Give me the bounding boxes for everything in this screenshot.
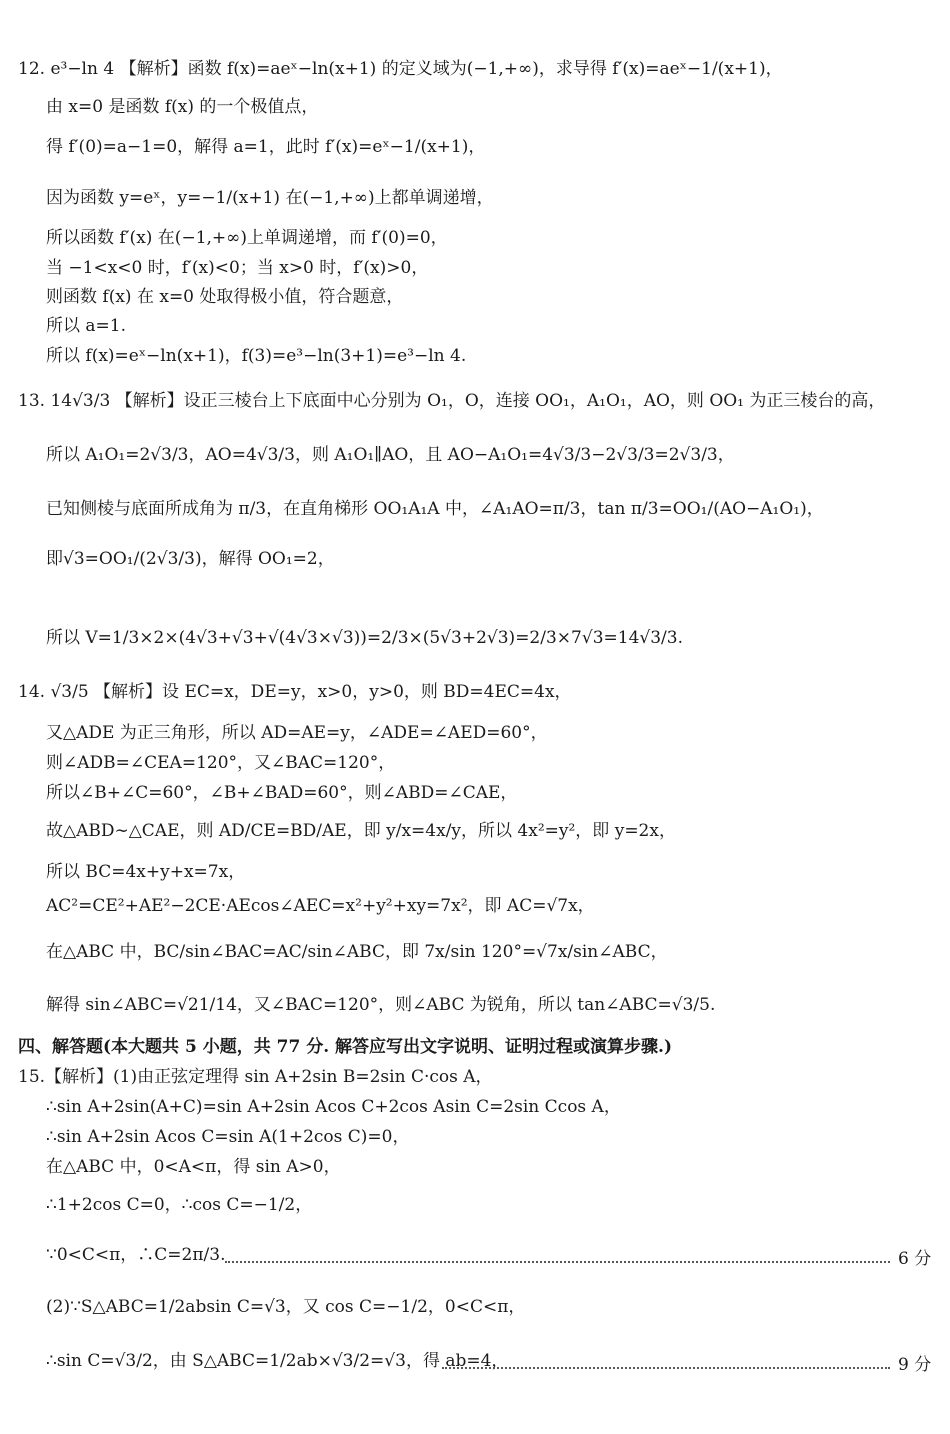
q14-line-1: 又△ADE 为正三角形，所以 AD=AE=y，∠ADE=∠AED=60°， xyxy=(46,723,548,743)
leader-dots xyxy=(442,1367,890,1369)
q12-line-2: 得 f′(0)=a−1=0，解得 a=1，此时 f′(x)=eˣ−1/(x+1)， xyxy=(46,137,486,157)
q12-line-5: 当 −1<x<0 时，f′(x)<0；当 x>0 时，f′(x)>0， xyxy=(46,258,429,278)
q12-line-7: 所以 a=1. xyxy=(46,316,127,336)
q12-line-8: 所以 f(x)=eˣ−ln(x+1)，f(3)=e³−ln(3+1)=e³−ln 4. xyxy=(46,346,467,366)
q14-line-8: 解得 sin∠ABC=√21/14，又∠BAC=120°，则∠ABC 为锐角，所以 tan∠ABC=√3/5. xyxy=(46,995,716,1015)
q14-line-7: 在△ABC 中，BC/sin∠BAC=AC/sin∠ABC，即 7x/sin 120°=√7x/sin∠ABC， xyxy=(46,942,668,962)
q15-line-1: ∴sin A+2sin(A+C)=sin A+2sin Acos C+2cos Asin C=2sin Ccos A， xyxy=(46,1097,621,1117)
section-heading: 四、解答题(本大题共 5 小题，共 77 分. 解答应写出文字说明、证明过程或演算步骤.) xyxy=(18,1037,673,1057)
q15-line-4: ∴1+2cos C=0，∴cos C=−1/2， xyxy=(46,1195,313,1215)
q13-line-3: 即√3=OO₁/(2√3/3)，解得 OO₁=2， xyxy=(46,549,335,569)
q15-line-3: 在△ABC 中，0<A<π，得 sin A>0， xyxy=(46,1157,341,1177)
leader-dots xyxy=(225,1261,890,1263)
q13-head: 13. 14√3/3 【解析】设正三棱台上下底面中心分别为 O₁，O，连接 OO₁，A₁O₁，AO，则 OO₁ 为正三棱台的高， xyxy=(18,391,886,411)
q15-step-1: ∵0<C<π，∴C=2π/3. xyxy=(46,1245,226,1265)
q15-line-2: ∴sin A+2sin Acos C=sin A(1+2cos C)=0， xyxy=(46,1127,410,1147)
q13-line-1: 所以 A₁O₁=2√3/3，AO=4√3/3，则 A₁O₁∥AO，且 AO−A₁O₁=4√3/3−2√3/3=2√3/3， xyxy=(46,445,735,465)
q14-line-5: 所以 BC=4x+y+x=7x， xyxy=(46,862,246,882)
q12-head: 12. e³−ln 4 【解析】函数 f(x)=aeˣ−ln(x+1) 的定义域为(−1,+∞)，求导得 f′(x)=aeˣ−1/(x+1)， xyxy=(18,59,783,79)
score-9: 9 分 xyxy=(898,1355,932,1375)
q14-line-3: 所以∠B+∠C=60°，∠B+∠BAD=60°，则∠ABD=∠CAE， xyxy=(46,783,518,803)
q13-line-2: 已知侧棱与底面所成角为 π/3，在直角梯形 OO₁A₁A 中，∠A₁AO=π/3，tan π/3=OO₁/(AO−A₁O₁)， xyxy=(46,499,824,519)
q14-line-6: AC²=CE²+AE²−2CE·AEcos∠AEC=x²+y²+xy=7x²，即 AC=√7x， xyxy=(46,896,595,916)
q15-step-2: ∴sin C=√3/2，由 S△ABC=1/2ab×√3/2=√3，得 ab=4， xyxy=(46,1351,509,1371)
q15-head: 15.【解析】(1)由正弦定理得 sin A+2sin B=2sin C·cos A， xyxy=(18,1067,493,1087)
q12-line-1: 由 x=0 是函数 f(x) 的一个极值点， xyxy=(46,97,319,117)
q14-head: 14. √3/5 【解析】设 EC=x，DE=y，x>0，y>0，则 BD=4EC=4x， xyxy=(18,682,572,702)
q14-line-4: 故△ABD∼△CAE，则 AD/CE=BD/AE，即 y/x=4x/y，所以 4x²=y²，即 y=2x， xyxy=(46,821,676,841)
q12-line-6: 则函数 f(x) 在 x=0 处取得极小值，符合题意， xyxy=(46,287,404,307)
q12-line-3: 因为函数 y=eˣ，y=−1/(x+1) 在(−1,+∞)上都单调递增， xyxy=(46,188,494,208)
q13-line-4: 所以 V=1/3×2×(4√3+√3+√(4√3×√3))=2/3×(5√3+2√3)=2/3×7√3=14√3/3. xyxy=(46,628,683,648)
q12-line-4: 所以函数 f′(x) 在(−1,+∞)上单调递增，而 f′(0)=0， xyxy=(46,228,448,248)
q14-line-2: 则∠ADB=∠CEA=120°，又∠BAC=120°， xyxy=(46,753,396,773)
q15-part-2: (2)∵S△ABC=1/2absin C=√3，又 cos C=−1/2，0<C<π， xyxy=(46,1297,526,1317)
score-6: 6 分 xyxy=(898,1249,932,1269)
